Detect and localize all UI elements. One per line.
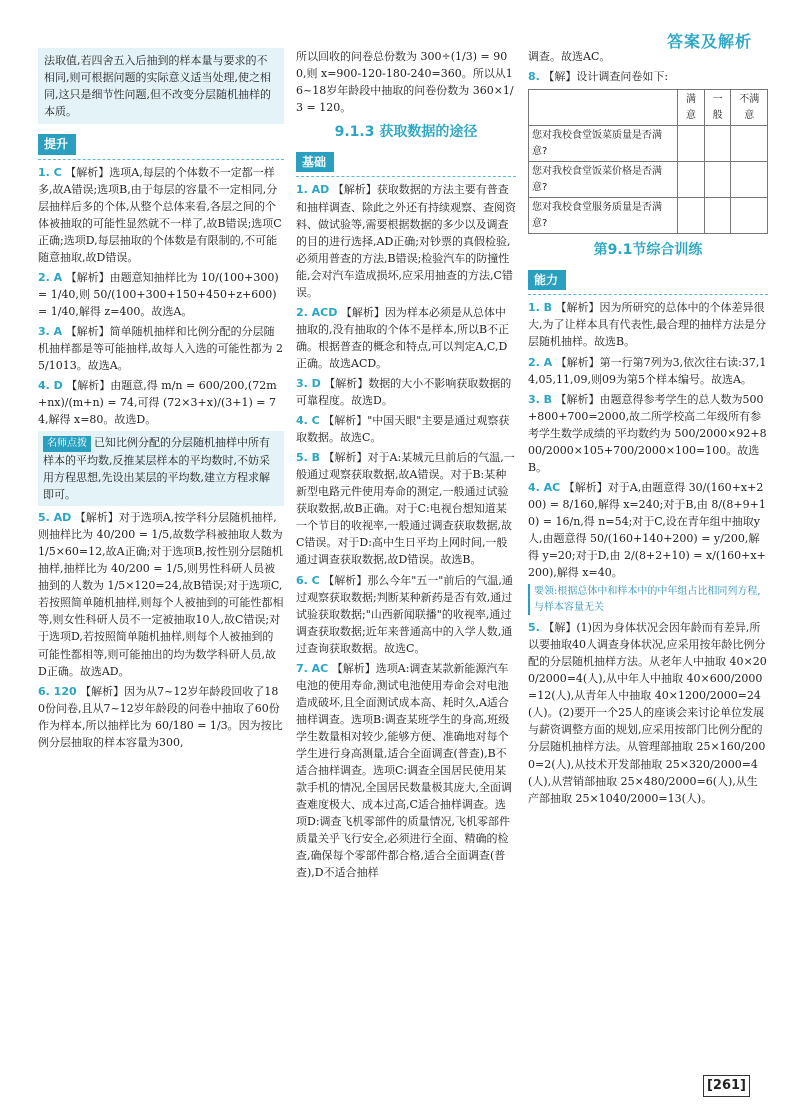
intro-note: 法取值,若四舍五入后抽到的样本量与要求的不相同,则可根据问题的实际意义适当处理,使之相同,这只是细节性问题,但不改变分层随机抽样的本质。 (38, 48, 284, 124)
answer-text: 【解析】那么今年"五一"前后的气温,通过观察获取数据;判断某种新药是否有效,通过试验获取数据;"山西新闻联播"的收视率,通过调查获取数据;近年来普通高中的入学人数,通过查询获取数据。故选C。 (296, 573, 513, 655)
table-cell: 您对我校食堂服务质量是否满意? (529, 198, 678, 234)
answer-item (528, 619, 768, 807)
answer-text: 【解析】对于A,由题意得 30/(160+x+200) = 8/160,解得 x=240;对于B,由 8/(8+9+10) = 16/n,得 n=54;对于C,设在青年组中抽取y人,由题意得 50/(160+140+200) = y/200,解得 y=20;对于D,由 2/(8+2+10) = x/(160+x+200),解得 x=40。 (528, 480, 766, 580)
answer-text: 【解析】对于选项A,按学科分层随机抽样,则抽样比为 40/200 = 1/5,故数学科被抽取人数为 1/5×60=12,故A正确;对于选项B,按性别分层随机抽样,抽样比为 40/200 = 1/5,则男性科研人员被抽到的人数为 1/5×120=24,故B错误;对于选项C,若按照简单随机抽样,则每个人被抽到的可能性都相等,则女性科研人员不一定被抽取10人,故C错误;对于选项D,若按照简单随机抽样,则每个人被抽到的可能性都相等,则可能抽出的均为数学科研人员,故D正确。故选AD。 (38, 511, 284, 678)
table-row (529, 198, 768, 234)
table-row (529, 162, 768, 198)
table-header-cell: 不满意 (731, 90, 768, 126)
answer-number: 2. A (38, 271, 63, 285)
answer-text: 【解析】由题意知抽样比为 10/(100+300) = 1/40,则 50/(100+300+150+450+z+600) = 1/40,解得 z=400。故选A。 (38, 271, 279, 319)
answer-item (528, 479, 768, 581)
answer-item (528, 68, 768, 85)
answer-item (296, 449, 516, 568)
answer-text: 【解析】获取数据的方法主要有普查和抽样调查、除此之外还有持续观察、查阅资料、做试验等,需要根据数据的多少以及调查的目的进行选择,AD正确;对钞票的真假检验,必须用普查的方法,B错误;检验汽车的防撞性能,会对汽车造成损坏,应采用抽查的方法,C错误。 (296, 183, 516, 299)
answer-item (38, 323, 284, 374)
answer-number: 3. A (38, 325, 63, 339)
answer-number: 4. D (38, 379, 63, 393)
answer-item (296, 304, 516, 372)
answer-text: 【解析】"中国天眼"主要是通过观察获取数据。故选C。 (296, 414, 510, 445)
answer-list (38, 164, 284, 751)
table-header-cell: 一般 (704, 90, 731, 126)
answer-number: 2. A (528, 355, 553, 369)
answer-text: 【解析】由题意,得 m/n = 600/200,(72m+nx)/(m+n) = 74,可得 (72×3+x)/(3+1) = 74,解得 x=80。故选D。 (38, 379, 277, 427)
answer-item (296, 375, 516, 409)
answer-text: 【解析】因为从7~12岁年龄段回收了180份问卷,且从7~12岁年龄段的问卷中抽取了60份作为样本,所以抽样比为 60/180 = 1/3。因为按比例分层抽取的样本容量为300, (38, 684, 283, 749)
answer-text: 【解】设计调查问卷如下: (543, 70, 669, 84)
page-number: [261] (703, 1075, 750, 1097)
answer-number: 1. C (38, 165, 62, 179)
answer-item (38, 683, 284, 751)
answer-number: 4. C (296, 414, 320, 428)
answer-number: 4. AC (528, 480, 561, 494)
section-label: 提升 (38, 134, 76, 155)
answer-item (528, 391, 768, 476)
answer-number: 5. (528, 621, 540, 635)
answer-text: 【解析】选项A,每层的个体数不一定都一样多,故A错误;选项B,由于每层的容量不一定相同,分层抽样后多的个体,从整个总体来看,各层之间的个体被抽取的可能性显然就不一样了,故B错误;选项C正确;选项D,每层抽取的个体数是有限制的,不可能随意抽取,故D错误。 (38, 165, 282, 265)
answer-number: 7. AC (296, 661, 329, 675)
section-header-improve (38, 130, 284, 160)
table-header-row (529, 90, 768, 126)
chapter-title: 第9.1节综合训练 (593, 242, 703, 259)
section-header-ability (528, 266, 768, 296)
answer-number: 1. B (528, 301, 553, 315)
answer-text: 【解析】选项A:调查某款新能源汽车电池的使用寿命,测试电池使用寿命会对电池造成破坏,且全面测试成本高、耗时久,A适合抽样调查。选项B:调查某班学生的身高,班级学生数量相对较少,能够方便、准确地对每个学生进行身高测量,适合全面调查(普查),B不适合抽样调查。选项C:调查全国居民使用某款手机的情况,全国居民数量极其庞大,全面调查难度极大、成本过高,C适合抽样调查。选项D:调查飞机零部件的质量情况,飞机零部件质量关乎飞行安全,必须进行全面、精确的检查,确保每个零部件都合格,适合全面调查(普查),D不适合抽样 (296, 661, 512, 880)
margin-note: 要领:根据总体中和样本中的中年组占比相同列方程,与样本容量无关 (528, 584, 768, 615)
answer-list (296, 181, 516, 881)
table-header-cell: 满意 (678, 90, 705, 126)
table-cell: 您对我校食堂饭菜质量是否满意? (529, 126, 678, 162)
answer-number: 5. AD (38, 511, 72, 525)
table-header-cell (529, 90, 678, 126)
answer-item (38, 164, 284, 266)
answer-number: 6. C (296, 573, 320, 587)
column-3 (528, 48, 768, 1068)
survey-table (528, 89, 768, 234)
table-row (529, 126, 768, 162)
answer-number: 8. (528, 70, 540, 84)
tip-label: 名师点拨 (43, 436, 91, 452)
answer-text: 【解析】因为所研究的总体中的个体差异很大,为了让样本具有代表性,最合理的抽样方法是分层随机抽样。故选B。 (528, 301, 766, 349)
answer-item (38, 509, 284, 679)
answer-text: 【解析】第一行第7列为3,依次往右读:37,14,05,11,09,则09为第5个样本编号。故选A。 (528, 355, 767, 386)
answer-item (296, 181, 516, 300)
section-header-basic (296, 148, 516, 178)
answer-number: 1. AD (296, 183, 330, 197)
answer-number: 3. D (296, 376, 321, 390)
column-2 (296, 48, 516, 1068)
answer-item (38, 431, 284, 506)
answer-item (528, 354, 768, 388)
answer-item (38, 269, 284, 320)
answer-item (528, 299, 768, 350)
answer-number: 5. B (296, 451, 321, 465)
answer-number: 6. 120 (38, 684, 77, 698)
answer-list (528, 299, 768, 581)
answer-continuation: 调查。故选AC。 (528, 50, 611, 63)
section-label: 基础 (296, 152, 334, 173)
answer-text: 【解析】由题意得参考学生的总人数为500+800+700=2000,故二所学校高二年级所有参考学生数学成绩的平均数约为 500/2000×92+800/2000×105+700/2000×100=100。故选B。 (528, 392, 767, 474)
answer-text: 【解析】简单随机抽样和比例分配的分层随机抽样都是等可能抽样,故每人入选的可能性都为 25/1013。故选A。 (38, 325, 283, 373)
answer-number: 3. B (528, 392, 553, 406)
section-label: 能力 (528, 270, 566, 291)
table-cell: 您对我校食堂饭菜价格是否满意? (529, 162, 678, 198)
answer-item (296, 572, 516, 657)
answer-text: 【解析】对于A:某城元旦前后的气温,一般通过观察获取数据,故A错误。对于B:某种新型电路元件使用寿命的测定,一般通过试验获取数据,故B正确。对于C:电视台想知道某一个节目的收视率,一般通过调查获取数据,故C错误。对于D:高中生日平均上网时间,一般通过调查获取数据,故D错误。故选B。 (296, 451, 515, 567)
answer-continuation: 所以回收的问卷总份数为 300÷(1/3) = 900,则 x=900-120-180-240=360。所以从16~18岁年龄段中抽取的问卷份数为 360×1/3 = 120。 (296, 50, 514, 115)
answer-number: 2. ACD (296, 305, 338, 319)
answer-text: 【解析】因为样本必须是从总体中抽取的,没有抽取的个体不是样本,所以B不正确。根据普查的概念和特点,可以判定A,C,D正确。故选ACD。 (296, 305, 510, 370)
header-title: 答案及解析 (666, 32, 752, 51)
answer-text: 【解析】数据的大小不影响获取数据的可靠程度。故选D。 (296, 376, 512, 408)
answer-item (38, 377, 284, 428)
answer-item (296, 412, 516, 446)
answer-text: 已知比例分配的分层随机抽样中所有样本的平均数,反推某层样本的平均数时,不妨采用方程思想,先设出某层的平均数,建立方程求解即可。 (43, 436, 270, 502)
column-1 (38, 48, 284, 1068)
answer-text: 【解】(1)因为身体状况会因年龄而有差异,所以要抽取40人调查身体状况,应采用按年龄比例分配的分层随机抽样方法。从老年人中抽取 40×200/2000=4(人),从中年人中抽取 40×600/2000=12(人),从青年人中抽取 40×1200/2000=24(人)。(2)要开一个25人的座谈会来讨论单位发展与薪资调整方面的规划,应采用按部门比例分配的分层随机抽样方法。从管理部抽取 25×160/2000=2(人),从技术开发部抽取 25×320/2000=4(人),从营销部抽取 25×480/2000=6(人),从生产部抽取 25×1040/2000=13(人)。 (528, 621, 767, 805)
answer-item (296, 660, 516, 882)
chapter-title: 9.1.3 获取数据的途径 (334, 124, 478, 141)
